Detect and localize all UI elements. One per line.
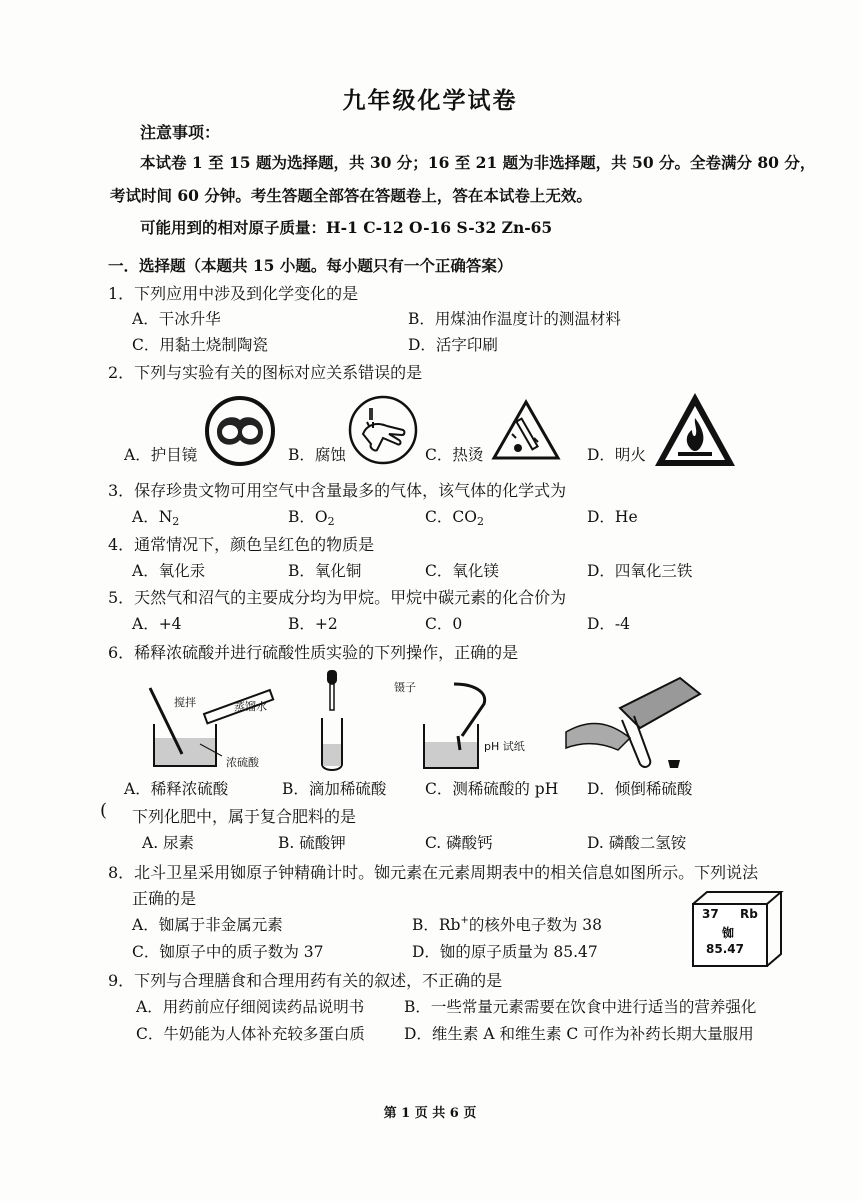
q3-option-a: A．$N_2$	[132, 508, 180, 528]
q4-stem: 4．通常情况下，颜色呈红色的物质是	[108, 535, 375, 554]
label-acid: 浓硫酸	[226, 756, 259, 769]
q8-stem-line-1: 8．北斗卫星采用铷原子钟精确计时。铷元素在元素周期表中的相关信息如图所示。下列说法	[108, 863, 759, 882]
ph-test-figure	[414, 680, 514, 772]
q5-option-c: C．0	[425, 615, 463, 633]
q2-option-b: B．腐蚀	[288, 446, 346, 464]
q4-option-b: B．氧化铜	[288, 562, 362, 580]
q6-option-d: D．倾倒稀硫酸	[587, 780, 693, 798]
goggles-icon	[203, 394, 277, 468]
atomic-masses: 可能用到的相对原子质量：H-1 C-12 O-16 S-32 Zn-65	[140, 218, 553, 237]
element-mass: 85.47	[706, 942, 744, 956]
corrosion-hand-icon	[347, 394, 419, 466]
q2-stem: 2．下列与实验有关的图标对应关系错误的是	[108, 363, 423, 382]
q5-stem: 5．天然气和沼气的主要成分均为甲烷。甲烷中碳元素的化合价为	[108, 588, 567, 607]
q7-option-b: B. 硫酸钾	[278, 834, 346, 852]
q5-option-d: D．-4	[587, 615, 631, 633]
flame-icon	[652, 390, 738, 470]
q8-option-d: D．铷的原子质量为 85.47	[412, 943, 598, 961]
q7-option-a: A. 尿素	[142, 834, 195, 852]
label-stir: 搅拌	[174, 696, 196, 709]
q2-option-a: A．护目镜	[124, 446, 198, 464]
q7-option-d: D. 磷酸二氢铵	[587, 834, 687, 852]
element-symbol: Rb	[740, 907, 758, 921]
page-footer: 第 1 页 共 6 页	[383, 1106, 477, 1121]
q6-option-a: A．稀释浓硫酸	[124, 780, 229, 798]
q4-option-a: A．氧化汞	[132, 562, 206, 580]
q1-option-b: B．用煤油作温度计的测温材料	[408, 310, 621, 328]
q4-option-c: C．氧化镁	[425, 562, 499, 580]
page-title: 九年级化学试卷	[342, 87, 518, 114]
q3-option-d: D．He	[587, 508, 638, 526]
q5-option-b: B．+2	[288, 615, 338, 633]
element-card-frame	[688, 890, 788, 970]
q8-option-c: C．铷原子中的质子数为 37	[132, 943, 324, 961]
q6-option-b: B．滴加稀硫酸	[282, 780, 387, 798]
dilution-figure	[140, 684, 290, 770]
q6-stem: 6．稀释浓硫酸并进行硫酸性质实验的下列操作，正确的是	[108, 643, 519, 662]
q9-stem: 9．下列与合理膳食和合理用药有关的叙述，不正确的是	[108, 971, 503, 990]
q3-stem: 3．保存珍贵文物可用空气中含量最多的气体，该气体的化学式为	[108, 481, 567, 500]
q9-option-d: D．维生素 A 和维生素 C 可作为补药长期大量服用	[404, 1025, 754, 1043]
q9-option-a: A．用药前应仔细阅读药品说明书	[136, 998, 365, 1016]
q9-option-c: C．牛奶能为人体补充较多蛋白质	[136, 1025, 365, 1043]
q7-stem: 下列化肥中，属于复合肥料的是	[132, 807, 357, 826]
element-atomic-number: 37	[702, 907, 719, 921]
q3-option-b: B．$O_2$	[288, 508, 335, 528]
q7-option-c: C. 磷酸钙	[425, 834, 493, 852]
q5-option-a: A．+4	[132, 615, 182, 633]
label-ph-paper: pH 试纸	[484, 740, 525, 753]
hot-surface-icon	[490, 398, 562, 464]
dropper-figure	[312, 668, 352, 774]
q9-option-b: B．一些常量元素需要在饮食中进行适当的营养强化	[404, 998, 757, 1016]
label-water: 蒸馏水	[234, 700, 267, 713]
q2-option-c: C．热烫	[425, 446, 484, 464]
q4-option-d: D．四氧化三铁	[587, 562, 693, 580]
q3-option-c: C．$CO_2$	[425, 508, 484, 528]
margin-mark: (	[100, 800, 108, 821]
q8-option-b: B．Rb+的核外电子数为 38	[412, 915, 603, 934]
q8-option-a: A．铷属于非金属元素	[132, 916, 283, 934]
q6-option-c: C．测稀硫酸的 pH	[425, 780, 559, 798]
element-name: 铷	[722, 926, 735, 940]
q1-option-a: A．干冰升华	[132, 310, 221, 328]
q1-option-c: C．用黏土烧制陶瓷	[132, 336, 268, 354]
notes-heading: 注意事项：	[140, 123, 221, 142]
pouring-figure	[560, 668, 710, 778]
notes-line-1: 本试卷 1 至 15 题为选择题，共 30 分；16 至 21 题为非选择题，共 50 分。全卷满分 80 分，	[140, 153, 816, 172]
label-tweezers: 镊子	[394, 681, 416, 694]
q1-option-d: D．活字印刷	[408, 336, 498, 354]
notes-line-2: 考试时间 60 分钟。考生答题全部答在答题卷上，答在本试卷上无效。	[110, 186, 592, 205]
q1-stem: 1．下列应用中涉及到化学变化的是	[108, 284, 359, 303]
section-heading: 一．选择题（本题共 15 小题。每小题只有一个正确答案）	[108, 256, 513, 275]
q8-stem-line-2: 正确的是	[132, 889, 197, 908]
q2-option-d: D．明火	[587, 446, 646, 464]
